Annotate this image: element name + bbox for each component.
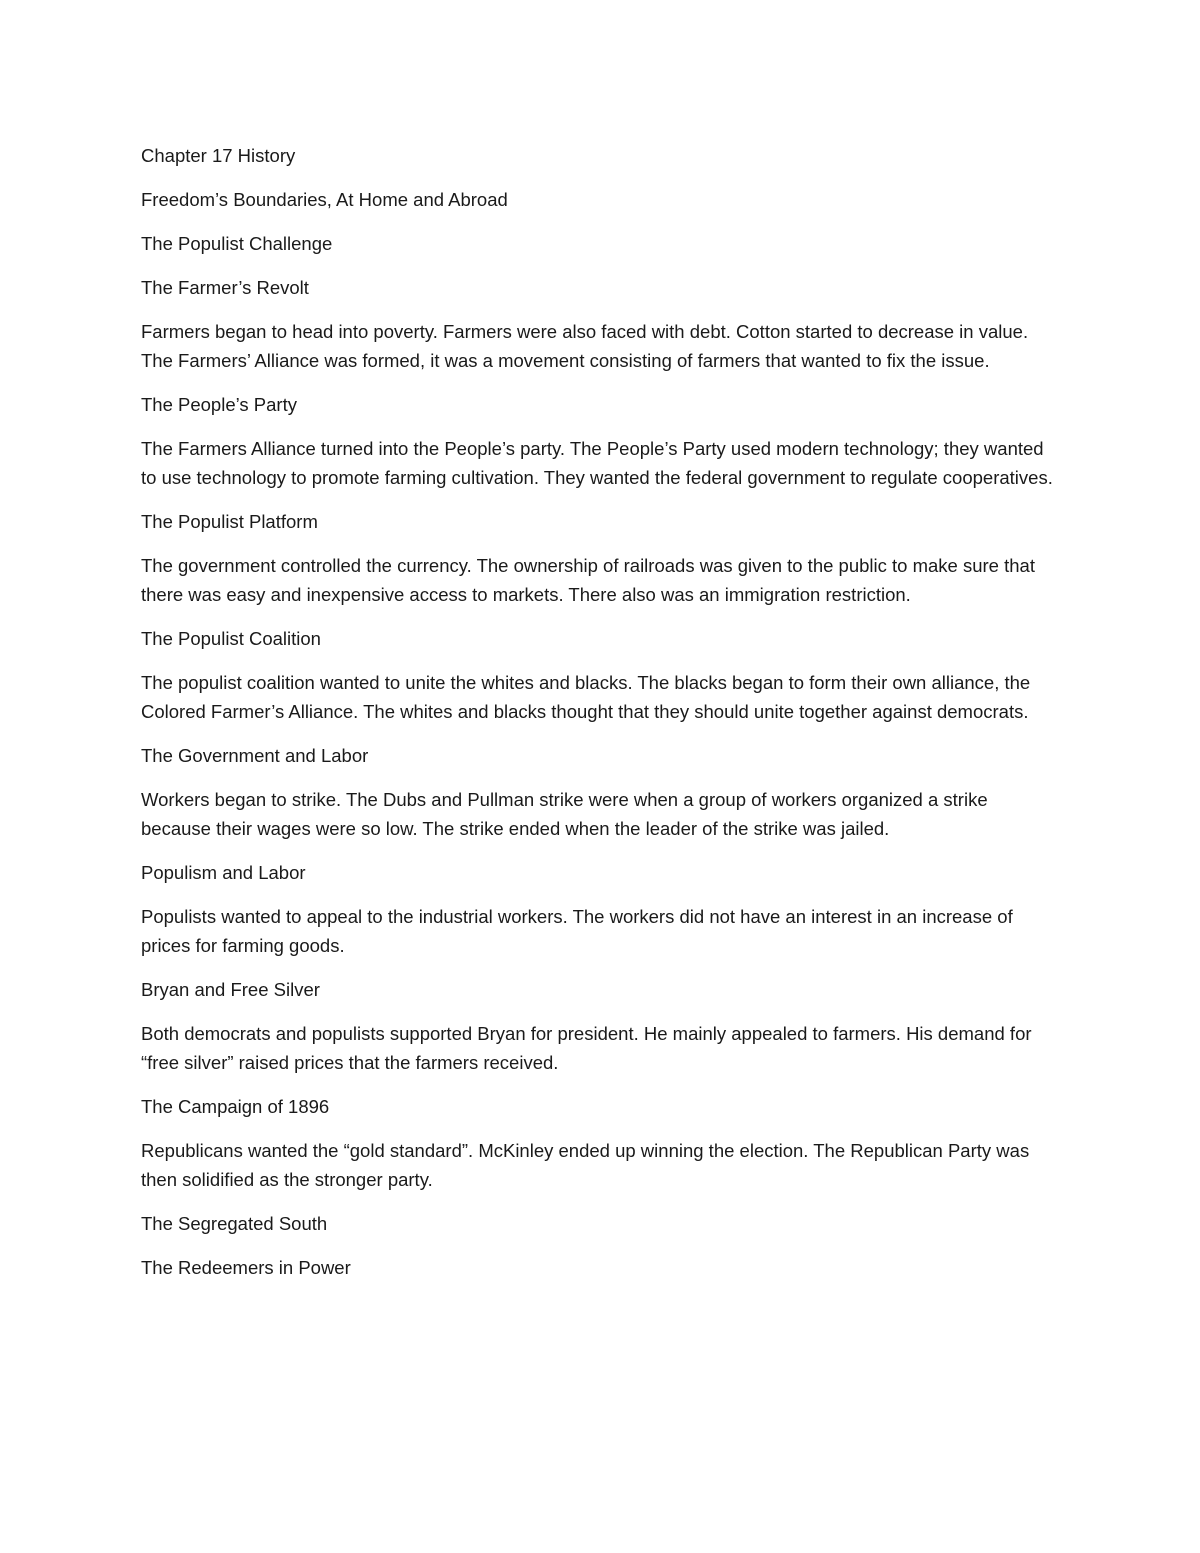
subsection-heading: The Redeemers in Power [141, 1257, 351, 1278]
body-paragraph: Republicans wanted the “gold standard”. McKinley ended up winning the election. The Republican Party was then solidified as the stronger party. [141, 1140, 1030, 1190]
subsection-heading: The Populist Platform [141, 511, 318, 532]
chapter-title: Chapter 17 History [141, 145, 296, 166]
body-paragraph: Farmers began to head into poverty. Farmers were also faced with debt. Cotton started to decrease in value. The Farmers’ Alliance was formed, it was a movement consisting of farmers that wanted to fix the issue. [141, 321, 1029, 371]
section-heading: The Segregated South [141, 1213, 328, 1234]
subsection-heading: The Populist Coalition [141, 628, 321, 649]
document-body [141, 141, 1061, 1297]
subsection-heading: The People’s Party [141, 394, 297, 415]
body-paragraph: Workers began to strike. The Dubs and Pullman strike were when a group of workers organized a strike because their wages were so low. The strike ended when the leader of the strike was jailed. [141, 789, 988, 839]
subsection-heading: The Campaign of 1896 [141, 1096, 330, 1117]
body-paragraph: Both democrats and populists supported Bryan for president. He mainly appealed to farmers. His demand for “free silver” raised prices that the farmers received. [141, 1023, 1032, 1073]
section-heading: The Populist Challenge [141, 233, 333, 254]
body-paragraph: The Farmers Alliance turned into the People’s party. The People’s Party used modern technology; they wanted to use technology to promote farming cultivation. They wanted the federal government to regulate cooperatives. [141, 438, 1053, 488]
section-heading: Freedom’s Boundaries, At Home and Abroad [141, 189, 508, 210]
subsection-heading: The Government and Labor [141, 745, 369, 766]
body-paragraph: The populist coalition wanted to unite the whites and blacks. The blacks began to form their own alliance, the Colored Farmer’s Alliance. The whites and blacks thought that they should unite together against democrats. [141, 672, 1031, 722]
subsection-heading: Bryan and Free Silver [141, 979, 320, 1000]
subsection-heading: The Farmer’s Revolt [141, 277, 309, 298]
subsection-heading: Populism and Labor [141, 862, 306, 883]
body-paragraph: The government controlled the currency. The ownership of railroads was given to the public to make sure that there was easy and inexpensive access to markets. There also was an immigration restriction. [141, 555, 1035, 605]
body-paragraph: Populists wanted to appeal to the industrial workers. The workers did not have an interest in an increase of prices for farming goods. [141, 906, 1013, 956]
